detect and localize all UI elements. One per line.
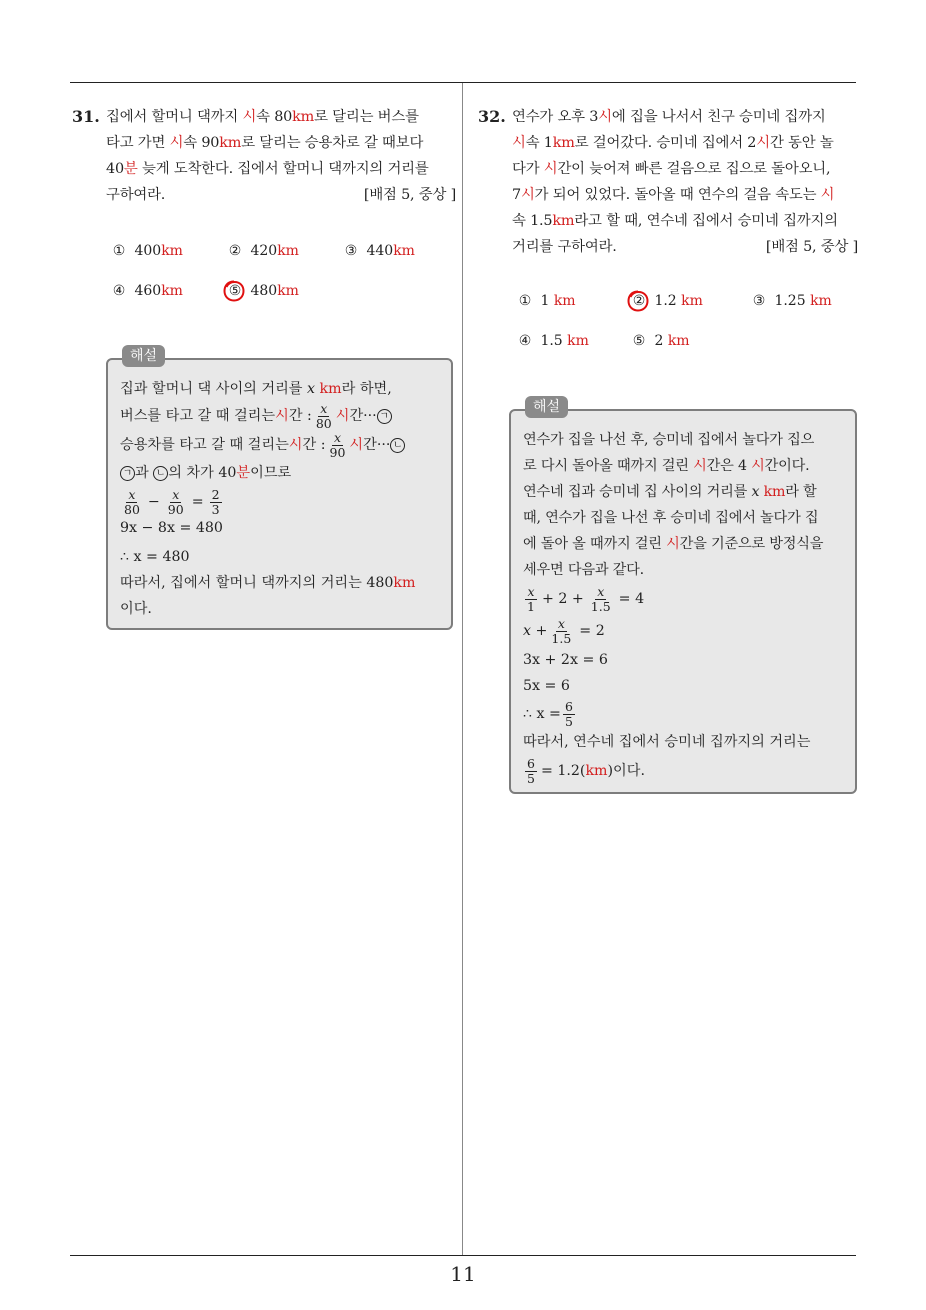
highlighted-text: 시 <box>693 458 707 474</box>
column-divider <box>462 83 463 1255</box>
question-line: 집에서 할머니 댁까지 시속 80km로 달리는 버스를 <box>106 109 419 125</box>
question-line: 시속 1km로 걸어갔다. 승미네 집에서 2시간 동안 놀 <box>512 135 834 151</box>
question-line: 거리를 구하여라. <box>512 239 617 255</box>
question-32 <box>478 104 858 370</box>
highlighted-text: 시 <box>169 135 184 151</box>
choice-5[interactable]: ⑤ 480km <box>224 278 299 304</box>
solution-line: 에 돌아 올 때까지 걸린 시간을 기준으로 방정식을 <box>523 536 824 552</box>
choice-1[interactable]: ① 400km <box>112 243 183 259</box>
page-number: 11 <box>450 1262 476 1286</box>
circled-label: ㄱ <box>120 466 135 481</box>
choice-4[interactable]: ④ 460km <box>112 283 183 299</box>
question-line: 연수가 오후 3시에 집을 나서서 친구 승미네 집까지 <box>512 109 826 125</box>
highlighted-text: 시 <box>242 109 257 125</box>
highlighted-text: km <box>763 484 786 500</box>
score-difficulty: [배점 5, 중상 ] <box>765 239 858 255</box>
bottom-rule <box>70 1255 856 1256</box>
solution-32: 해설 연수가 집을 나선 후, 승미네 집에서 놀다가 집으 로 다시 돌아올 때까지 걸린 시간은 4 시간이다. 연수네 집과 승미네 집 사이의 거리를 x km라 할 때, 연수가 집을 나선 후 승미네 집에서 놀다가 집 에 돌아 올 때까지 걸린 시간을 기준으로 방정식을 세우면 다음과 같다. $\frac{x}{1}$ + 2 + $\frac{x}{1.5}$ = 4 x + $\frac{x}{1.5}$ = 2 3x + 2x = 6 5x = 6 ∴ x = $\frac{6}{5}$ 따라서, 연수네 집에서 승미네 집까지의 거리는 $\frac{6}{5}$ = 1.2( km )이다. <box>509 409 857 794</box>
circled-label: ㄴ <box>153 466 168 481</box>
score-difficulty: [배점 5, 중상 ] <box>363 187 456 203</box>
question-31 <box>72 104 456 320</box>
choice-1[interactable]: ① 1 km <box>518 293 576 309</box>
highlighted-text: 시 <box>756 135 770 151</box>
highlighted-text: 시 <box>512 135 526 151</box>
highlighted-text: km <box>219 135 242 151</box>
question-line: 다가 시간이 늦어져 빠른 걸음으로 집으로 돌아오니, <box>512 161 831 177</box>
question-number: 32. <box>478 107 506 126</box>
highlighted-text: 시 <box>820 187 835 203</box>
fraction: $\frac{x}{80}$ <box>315 400 332 431</box>
top-rule <box>70 82 856 83</box>
highlighted-text: km <box>552 135 575 151</box>
equation: x + $\frac{x}{1.5}$ = 2 <box>523 615 605 646</box>
highlighted-text: km <box>292 109 315 125</box>
solution-line: 때, 연수가 집을 나선 후 승미네 집에서 놀다가 집 <box>523 510 819 526</box>
equation: $\frac{x}{1}$ + 2 + $\frac{x}{1.5}$ = 4 <box>527 583 645 614</box>
question-line: 40분 늦게 도착한다. 집에서 할머니 댁까지의 거리를 <box>106 161 429 177</box>
choice-4[interactable]: ④ 1.5 km <box>518 333 589 349</box>
solution-line: 로 다시 돌아올 때까지 걸린 시간은 4 시간이다. <box>523 458 810 474</box>
highlighted-text: 시 <box>751 458 765 474</box>
question-text <box>106 104 456 208</box>
highlighted-text: 시 <box>543 161 558 177</box>
equation: 9x − 8x = 480 <box>120 520 223 536</box>
math-variable: x <box>751 484 760 500</box>
answer-choices <box>108 238 456 320</box>
solution-line: 연수가 집을 나선 후, 승미네 집에서 놀다가 집으 <box>523 432 815 448</box>
equation: $\frac{x}{80}$ − $\frac{x}{90}$ = $\frac{2}{3}$ <box>124 486 220 517</box>
highlighted-text: 시 <box>598 109 612 125</box>
circled-label: ㄴ <box>390 438 405 453</box>
equation: 3x + 2x = 6 <box>523 652 608 668</box>
question-number: 31. <box>72 107 100 126</box>
highlighted-text: 분 <box>123 161 138 177</box>
question-line: 7시가 되어 있었다. 돌아올 때 연수의 걸음 속도는 시 <box>512 187 835 203</box>
choice-3[interactable]: ③ 1.25 km <box>752 293 832 309</box>
fraction: $\frac{x}{90}$ <box>329 429 346 460</box>
question-line: 구하여라. <box>106 187 166 203</box>
highlighted-text: 시 <box>666 536 680 552</box>
equation: 5x = 6 <box>523 678 570 694</box>
choice-3[interactable]: ③ 440km <box>344 243 415 259</box>
solution-31: 해설 집과 할머니 댁 사이의 거리를 x km라 하면, 버스를 타고 갈 때 걸리는 시 간 : $\frac{x}{80}$ 시 간··· ㄱ 승용차를 타고 갈 때 걸리는 시 간 : $\frac{x}{90}$ 시 간··· ㄴ ㄱ 과 ㄴ 의 차가 40분이므로 $\frac{x}{80}$ − $\frac{x}{90}$ = $\frac{2}{3}$ 9x − 8x = 480 ∴ x = 480 따라서, 집에서 할머니 댁까지의 거리는 480km 이다. <box>106 358 453 630</box>
question-line: 타고 가면 시속 90km로 달리는 승용차로 갈 때보다 <box>106 135 424 151</box>
solution-tag: 해설 <box>122 345 165 367</box>
solution-line: 세우면 다음과 같다. <box>523 562 644 578</box>
choice-5[interactable]: ⑤ 2 km <box>632 333 690 349</box>
question-line: 속 1.5km라고 할 때, 연수네 집에서 승미네 집까지의 <box>512 213 838 229</box>
equation: ∴ x = 480 <box>120 549 190 565</box>
solution-line: 연수네 집과 승미네 집 사이의 거리를 x km라 할 <box>523 484 817 500</box>
equation: ∴ x = $\frac{6}{5}$ <box>523 698 573 729</box>
circled-label: ㄱ <box>377 409 392 424</box>
solution-tag: 해설 <box>525 396 568 418</box>
highlighted-text: km <box>552 213 575 229</box>
choice-2[interactable]: ② 1.2 km <box>628 288 703 314</box>
choice-2[interactable]: ② 420km <box>228 243 299 259</box>
question-text <box>512 104 858 260</box>
answer-choices <box>514 288 858 370</box>
highlighted-text: 시 <box>520 187 535 203</box>
